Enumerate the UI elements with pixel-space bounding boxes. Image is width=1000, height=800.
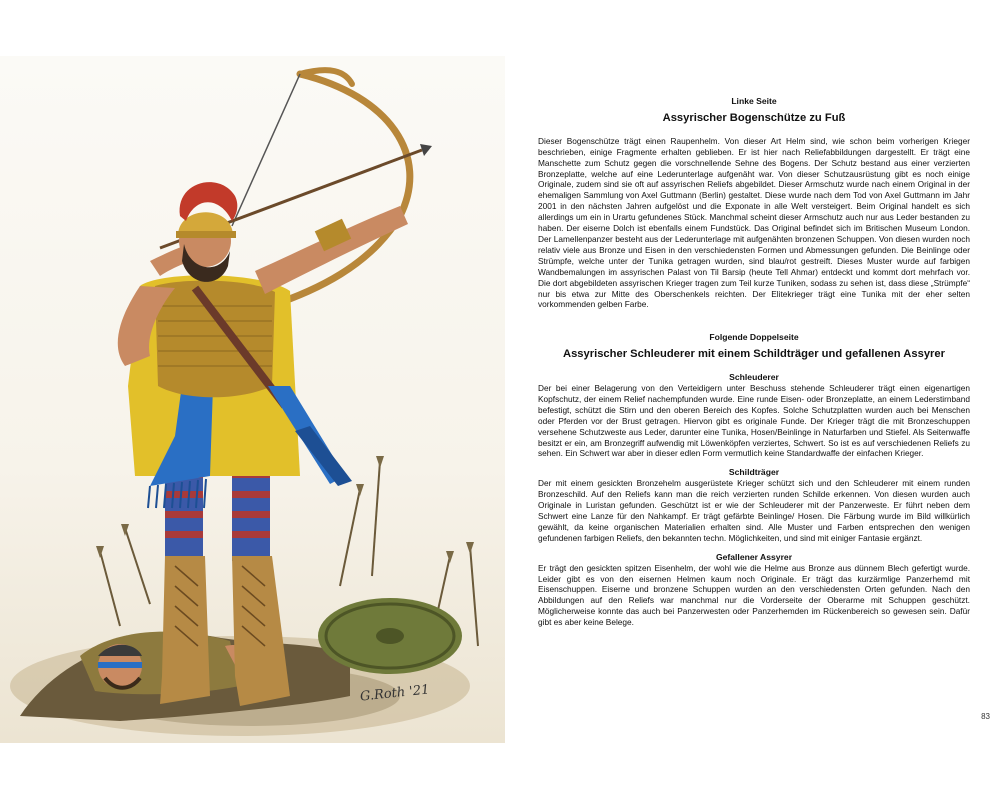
section1-body: Dieser Bogenschütze trägt einen Raupenhelm. Von dieser Art Helm sind, wie schon beim vorherigen Krieger beschrieben, einige Fragmente erhalten geblieben. Er ist hier nach Reliefabbildungen dargestellt. Er trägt eine Manschette zum Schutz gegen die vorschnellende Sehne des Bogens. Der Schutz bestand aus einer verzierten Bronzeplatte, welche auf eine Lederunterlage aufgenäht war. Von dieser Schutzausrüstung gibt es noch einige Originale, zudem sind sie oft auf assyrischen Reliefs abgebildet. Dieser Armschutz wurde nach einem Original in der ehemaligen Sammlung von Axel Guttmann (Berlin) gestaltet. Diese wurde nach dem Tod von Axel Guttmann im Jahr 2001 in den nächsten Jahren aufgelöst und die Exponate in alle Welt versteigert. Beim Original handelt es sich allerdings um ein in Urartu gefundenes Stück. Manchmal scheint dieser Armschutz auch nur aus Leder bestanden zu haben. Der eiserne Dolch ist ebenfalls einem Fundstück. Das Original befindet sich im Britischen Museum London. Der Lamellenpanzer besteht aus der Lederunterlage mit aufgenähten bronzenen Schuppen. Von diesen wurden noch relativ viele aus Bronze und Eisen in den verschiedensten Formen und Abmessungen gefunden. Die Beinlinge oder Strümpfe, welche unter der Tunika getragen wurden, sind blau/rot gestreift. Dieses Muster wurde auf farbigen Wandbemalungen im assyrischen Palast von Til Barsip (heute Tell Ahmar) entdeckt und kommt dort mehrfach vor. Die dort abgebildeten assyrischen Krieger tragen zum Teil kurze Tuniken, sodass zu sehen ist, dass diese „Strümpfe“ nur bis etwa zur Mitte des Oberschenkels reichten. Der Elitekrieger trägt eine Tunika mit der eher selten vorkommenden gelben Farbe. — [538, 135, 970, 310]
subsection-heading-schildtraeger: Schildträger — [728, 467, 780, 478]
section2-kicker: Folgende Doppelseite — [709, 332, 799, 343]
subsection-body-gefallener: Er trägt den gesickten spitzen Eisenhelm, der wohl wie die Helme aus Bronze aus dünnem Blech gefertigt wurde. Leider gibt es von den eisernen Helmen kaum noch Originale. Er trägt das kurzärmlige Panzerhemd mit Eisenschuppen. Eiserne und bronzene Schuppen wurden an den verschiedensten Orten gefunden. Nach den Abbildungen auf den Reliefs war manchmal nur die Vorderseite der Oberarme mit Schuppen geschützt. Möglicherweise konnte das auch bei Panzerwesten oder Panzerhemden im Rückenbereich so gewesen sein. Dafür gibt es aber keine Belege. — [538, 562, 970, 628]
subsection-heading-gefallener: Gefallener Assyrer — [715, 551, 793, 562]
page-number: 83 — [981, 712, 990, 721]
artist-signature: G.Roth '21 — [359, 682, 431, 705]
section2-title: Assyrischer Schleuderer mit einem Schildträger und gefallenen Assyrer — [563, 348, 945, 361]
round-shield — [318, 598, 462, 674]
text-page — [538, 96, 970, 628]
subsection-body-schildtraeger: Der mit einem gesickten Bronzehelm ausgerüstete Krieger schützt sich und den Schleuderer mit einem runden Bronzeschild. Auf den Reliefs kann man die reich verzierten runden Schilde erkennen. Von diesen wurden auch Originale in Luristan gefunden. Geschützt ist er wie der Schleuderer mit der Panzerweste. Er führt neben dem Schwert eine Lanze für den Nahkampf. Er trägt gefärbte Beinlinge/ Hosen. Die Färbung wurde im Bild willkürlich gewählt, da keine organischen Materialien erhalten sind. Alle Muster und Farben entsprechen den wenigen gefundenen farbigen Reliefs, den bekannten techn. Möglichkeiten, und sind mit einiger Fantasie ergänzt. — [538, 478, 970, 543]
section1-title: Assyrischer Bogenschütze zu Fuß — [662, 111, 846, 124]
archer-illustration-svg — [0, 56, 505, 743]
subsection-heading-schleuderer: Schleuderer — [729, 372, 779, 383]
subsection-body-schleuderer: Der bei einer Belagerung von den Verteidigern unter Beschuss stehende Schleuderer trägt einen eigenartigen Kopfschutz, der einem Relief nachempfunden wurde. Eine runde Eisen- oder Bronzeplatte, an einem Lederstirnband befestigt, schützt die Stirn und den oberen Bereich des Kopfes. Solche Schutzplatten wurden auch bei Menschen oder Pferden vor der Brust getragen. Hiervon gibt es originale Funde. Der Krieger trägt die mit Bronzeschuppen versehene Schutzweste aus Leder, darunter eine Tunika, Hosen/Beinlinge in Naturfarben und Stiefel. Als Seitenwaffe besitzt er ein, am Bronzegriff aufwendig mit Löwenköpfen verziertes, Schwert. So ist es auf verschiedenen Reliefs zu sehen. Ein Schwert war aber in dieser edlen Form vermutlich keine Standardwaffe der einfachen Krieger. — [538, 383, 970, 459]
section1-kicker: Linke Seite — [731, 96, 777, 106]
archer-illustration — [0, 56, 505, 743]
bowstring — [232, 74, 300, 226]
